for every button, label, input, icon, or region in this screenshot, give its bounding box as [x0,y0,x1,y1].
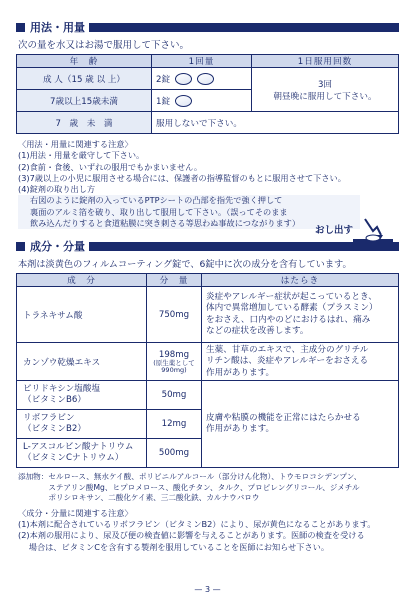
page-number: — 3 — [194,585,221,594]
ingredient-function [202,287,399,343]
additives-line: ポリシロキサン、二酸化ケイ素、三二酸化鉄、カルナウバロウ [18,493,260,503]
name-line: （ビタミンB2） [23,424,86,435]
removal-line: 裏面のアルミ箔を破り、取り出して服用して下さい。（誤ってそのまま [30,206,288,217]
usage-heading-title: 用法・用量 [30,21,85,34]
function-line: 皮膚や粘膜の機能を正常にはたらかせる [206,412,361,423]
ingredient-amount: 50mg [147,381,202,410]
function-line: をおさえ、口内やのどにおけるはれ、痛み [206,314,371,325]
notes-title: 〈成分・分量に関連する注意〉 [18,507,133,518]
ingredients-lead: 本剤は淡黄色のフィルムコーティング錠で、6錠中に次の成分を含有しています。 [18,259,352,271]
ingredient-name [17,410,147,439]
dose-value: 2錠 [156,74,171,85]
name-line: リボフラビン [23,413,75,424]
notes-title: 〈用法・用量に関連する注意〉 [18,139,133,149]
ingredients-heading-title: 成分・分量 [30,240,85,254]
tablet-icon [175,95,192,107]
list-item: 場合は、ビタミンCを含有する製剤を服用していることを医師にお知らせ下さい。 [18,541,330,552]
age-cell: 7歳以上15歳未満 [17,90,152,112]
dose-cell [152,68,252,90]
table-row [17,381,399,410]
ingredients-heading [16,239,399,253]
header-frequency: 1日服用回数 [252,55,399,68]
name-line: ピリドキシン塩酸塩 [23,384,101,395]
table-row [17,287,399,343]
frequency-cell [252,68,399,112]
usage-lead: 次の量を水又はお湯で服用して下さい。 [18,40,190,51]
heading-square-icon [16,242,25,251]
header-function: はたらき [202,274,399,287]
amount-value: 198mg [158,349,190,360]
age-cell: 成 人（15 歳 以 上） [17,68,152,90]
function-line: 炎症やアレルギー症状が起こっているとき、 [206,291,377,302]
ingredients-table [16,273,399,468]
usage-heading [16,20,399,34]
dose-cell: 服用しないで下さい。 [152,112,399,134]
dose-cell [152,90,252,112]
function-line: リチン酸は、炎症やアレルギーをおさえる [206,356,369,367]
name-line: L-アスコルビン酸ナトリウム [23,442,134,453]
ingredient-amount: 500mg [147,439,202,468]
removal-line: 右図のように錠剤の入っているPTPシートの凸部を指先で強く押して [30,195,283,206]
additives-line: 添加物：セルロース、無水ケイ酸、ポリビニルアルコール（部分けん化物）、トウモロコシデンプン、 [18,472,362,482]
push-out-label: おし出す [314,225,353,237]
frequency-count: 3回 [317,79,333,90]
function-line: 体内で異常増加している酵素（プラスミン） [206,303,378,314]
name-line: （ビタミンCナトリウム） [23,453,124,464]
list-item: (2)本剤の服用により、尿及び便の検査値に影響を与えることがあります。医師の検査を受ける [18,530,365,541]
heading-square-icon [16,23,25,32]
ptp-push-illustration [351,217,395,251]
removal-text [18,195,360,229]
ingredient-name: トラネキサム酸 [17,287,147,343]
ingredient-name [17,381,147,410]
list-item: (1)本剤に配合されているリボフラビン（ビタミンB2）により、尿が黄色になることがあります。 [18,519,376,530]
list-item: (2)食前・食後、いずれの服用でもかまいません。 [18,161,203,172]
amount-note: 990mg) [161,365,187,374]
frequency-note: 朝昼晩に服用して下さい。 [273,91,377,102]
table-row [17,343,399,381]
additives-line: ステアリン酸Mg、ヒプロメロース、酸化チタン、タルク、プロピレングリコール、ジメチル [18,482,360,492]
dose-value: 1錠 [156,96,171,107]
usage-table [16,54,399,134]
ingredient-notes [18,508,399,553]
usage-table-header [17,55,399,68]
list-item: (4)錠剤の取り出し方 [18,184,96,195]
ingredient-amount: 750mg [147,287,202,343]
list-item: (1)用法・用量を厳守して下さい。 [18,150,145,161]
tablet-icon [175,73,192,85]
tablet-icon [197,73,214,85]
usage-notes [18,139,399,237]
name-line: （ビタミンB6） [23,395,86,406]
removal-block [18,195,399,237]
ingredient-function [202,381,399,468]
ingredient-amount: 12mg [147,410,202,439]
function-line: 作用があります。 [206,424,275,435]
additives [18,472,399,504]
header-dose: 1回量 [152,55,252,68]
header-ingredient: 成 分 [17,274,147,287]
ingredient-amount [147,343,202,381]
age-cell: 7 歳 未 満 [17,112,152,134]
function-line: 作用があります。 [206,367,275,378]
ingredient-function [202,343,399,381]
removal-line: 飲み込んだりすると食道粘膜に突き刺さる等思わぬ事故につながります） [30,218,301,229]
ingredient-name [17,439,147,468]
list-item: (3)7歳以上の小児に服用させる場合には、保護者の指導監督のもとに服用させて下さい。 [18,172,346,183]
amount-note: (原生薬として [153,358,195,367]
header-age: 年 齢 [17,55,152,68]
header-amount: 分 量 [147,274,202,287]
function-line: 生薬、甘草のエキスで、主成分のグリチル [206,344,369,355]
ingredient-name: カンゾウ乾燥エキス [17,343,147,381]
function-line: などの症状を改善します。 [206,326,309,337]
table-row [17,112,399,134]
table-row [17,68,399,90]
heading-rule [89,23,399,32]
ingredients-table-header [17,274,399,287]
